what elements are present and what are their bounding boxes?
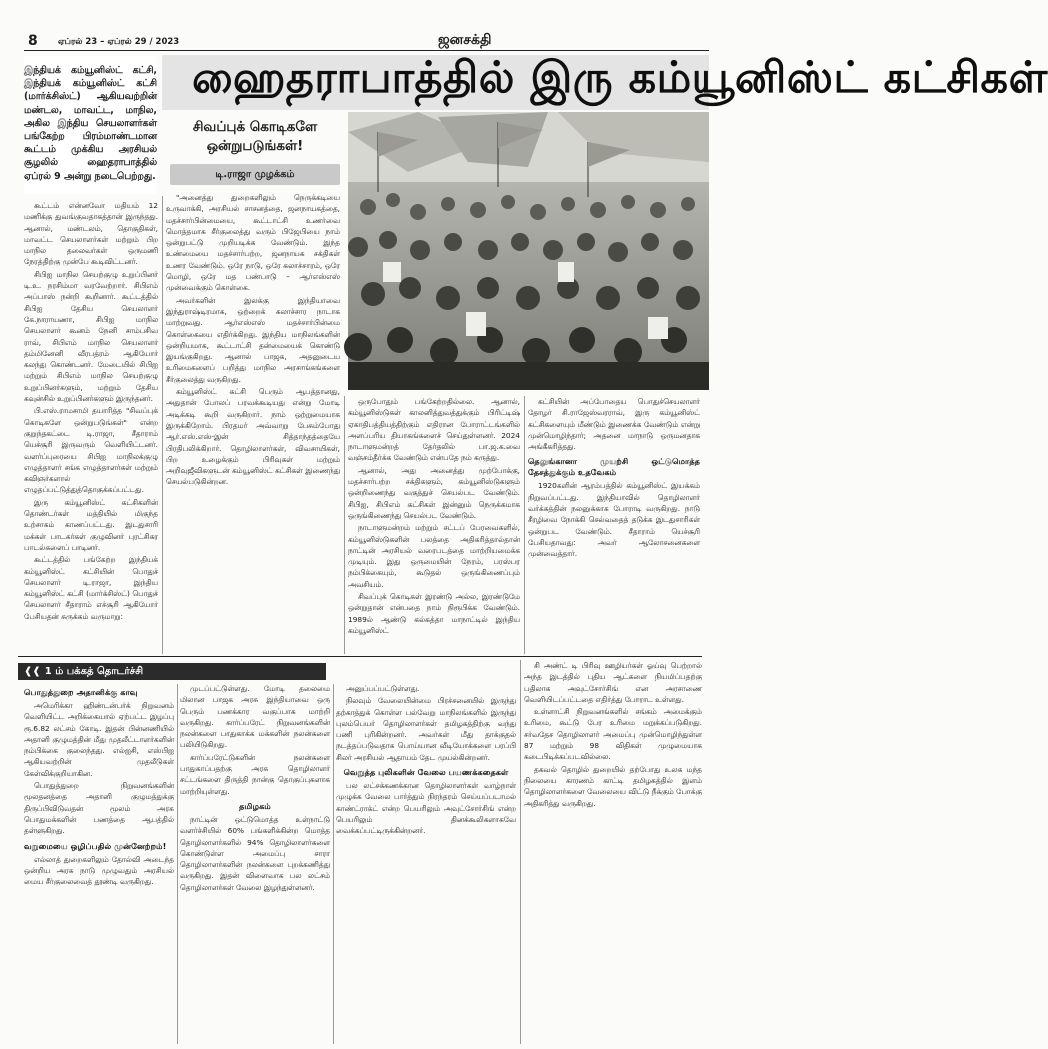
crowd-photo-illustration [348, 112, 709, 390]
lead-text: இந்தியக் கம்யூனிஸ்ட் கட்சி, இந்தியக் கம்யூனிஸ்ட் கட்சி (மார்க்சிஸ்ட்) ஆகியவற்றின் மண்டல, மாவட்ட, மாநில, அகில இந்திய செயலாளர்கள் பங்கேற்ற பிரம்மாண்டமான கூட்டம் முக்கிய அரசியல் சூழலில் ஹைதராபாத்தில் ஏப்ரல் 9 அன்று நடைபெற்றது. [24, 65, 157, 182]
paragraph: இரு கம்யூனிஸ்ட் கட்சிகளின் தொண்டர்கள் மத்தியில் மிகுந்த உற்சாகம் காணப்பட்டது. இடதுசாரி மக்கள் பாடகர்கள் குழுவினர் புரட்சிகர பாடல்களைப் பாடினர். [24, 497, 158, 552]
paragraph: உள்ளாட்சி நிறுவனங்களில் சங்கம் அமைக்கும் உரிமை, கூட்டு பேர உரிமை மறுக்கப்படுகிறது. சர்வதேச தொழிலாளர் அமைப்பு முன்மொழிந்துள்ள 87 மற்றும் 98 விதிகள் முழுமையாக கடைபிடிக்கப்படவில்லை. [524, 707, 702, 762]
bottom-column-4 [524, 660, 702, 1043]
page-number: 8 [28, 33, 38, 49]
bottom-column-1 [24, 683, 174, 1043]
paragraph: அவர்களின் இலக்கு இந்தியாவை இந்துராஷ்டிரமாக, ஒற்றைக் கலாச்சார நாடாக மாற்றுவது. ஆர்எஸ்எஸ் மதச்சார்பின்மை கொள்கையை எதிர்க்கிறது. இந்திய மாநிலங்களின் ஒன்றியமாக, கூட்டாட்சி தன்மையைக் கொண்டு இயங்குகிறது. ஆனால் பாஜக, அதனுடைய உரிமைகளைப் பறித்து மாநில அரசாங்கங்களை சீர்குலைத்து வருகிறது. [166, 295, 340, 384]
subheading: தெலுங்கானா முயற்சி ஒட்டுமொத்த தேசத்துக்கும் உதவேகம் [528, 456, 700, 478]
paragraph: நாட்டின் ஒட்டுமொத்த உள்நாட்டு வளர்ச்சியில் 60% பங்களிக்கின்ற மொத்த தொழிலாளர்களில் 94% தொழிலாளர்களை கொண்டுள்ள அமைப்பு சாரா தொழிலாளர்களின் நலன்களை புறக்கணித்து வருகிறது. இதன் விளைவாக பல லட்சம் தொழிலாளர்கள் வேலை இழந்துள்ளனர். [180, 814, 330, 892]
column-rule [520, 660, 521, 1044]
headline-band [162, 53, 1048, 110]
paragraph: ஆனால், அது அனைத்து முற்போக்கு, மதச்சார்பற்ற சக்திகளும், கம்யூனிஸ்டுகளும் ஒன்றிணைந்து வகுத்துச் செயல்பட வேண்டும். சிபிஐ, சிபிஎம் கட்சிகள் இன்னும் நெருக்கமாக ஒருங்கிணைந்து செயல்பட வேண்டும். [348, 465, 520, 520]
paper-name: ஜனசக்தி [438, 32, 492, 48]
paragraph: நாடாளுமன்றம் மற்றும் சட்டப் பேரவைகளில், கம்யூனிஸ்டுகளின் பலத்தை அதிகரித்தால்தான் நாட்டின் அரசியல் வரைபடத்தை மாற்றியமைக்க முடியும். இது ஒருமையின் நேரம், பரஸ்பர நம்பிக்கையும், கூடுதல் ஒருங்கிணைப்பும் அவசியம். [348, 523, 520, 589]
header-rule [24, 50, 709, 51]
double-chevron-icon: ❰❰ [24, 666, 41, 677]
paragraph: ஒருபோதும் பங்கேற்றதில்லை. ஆனால், கம்யூனிஸ்டுகள் காலனித்துவத்துக்கும் பிரிட்டிஷ் ஏகாதிபத்தியத்திற்கும் எதிரான போராட்டங்களில் அளப்பரிய தியாகங்களைச் செய்துள்ளனர். 2024 நாடாளுமன்றத் தேர்தலில் பா.ஜ.க.வை வஞ்சம்தீர்க்க வேண்டும் என்பதே நம் கருத்து. [348, 397, 520, 463]
subheading: தமிழகம் [239, 800, 271, 811]
subheading: வெறுத்த புலிகளின் வேலை பயணக்கதைகள் [343, 767, 509, 778]
paragraph: பல லட்சக்கணக்கான தொழிலாளர்கள் வாழ்நாள் முழுக்க வேலை பார்த்தும் நிரந்தரம் செய்யப்படாமல் காண்ட்ராக்ட் என்ற பெயரிலும் அவுட்சோர்சிங் என்ற பெயரிலும் தினக்கூலிகளாகவே வைக்கப்பட்டிருக்கின்றனர். [336, 781, 516, 836]
paragraph: கட்சியின் அப்போதைய பொதுச்செயலாளர் தோழர் சி.ராஜேஸ்வரராவ், இரு கம்யூனிஸ்ட் கட்சிகளையும் மீண்டும் இணைக்க வேண்டும் என்று முன்மொழிந்தார்; அதனை மாநாடு ஒருமனதாக அங்கீகரித்தது. [528, 397, 700, 452]
paragraph: பொதுத்துறை நிறுவனங்களின் மூலதனத்தை அதானி குழுமத்துக்கு திருப்பிவிடுவதன் மூலம் அரசு பொதுமக்களின் பணத்தை ஆபத்தில் தள்ளுகிறது. [24, 781, 174, 836]
paragraph: சிவப்புக் கொடிகள் இரண்டு அல்ல, இரண்டுமே ஒன்றுதான் என்பதை நாம் நிரூபிக்க வேண்டும். 1989ல் ஆண்டு கல்கத்தா மாநாட்டில் இந்திய கம்யூனிஸ்ட் [348, 592, 520, 635]
article-column-2 [166, 192, 340, 650]
paragraph: 1920களின் ஆரம்பத்தில் கம்யூனிஸ்ட் இயக்கம் நிறுவப்பட்டது. இந்தியாவில் தொழிலாளர் வர்க்கத்தின் நலனுக்காக போராடி வருகிறது. நாடு சீரழிவை நோக்கி செல்வதைத் தடுக்க இடதுசாரிகள் ஒன்றுபட வேண்டும். சீதாராம் யெச்சூரி பேசியதாவது: அவர் ஆலோசனைகளை முன்வைத்தார். [528, 481, 700, 559]
column-rule [162, 196, 163, 654]
bottom-column-2 [180, 683, 330, 1043]
byline: டி.ராஜா முழக்கம் [170, 164, 340, 185]
section-divider [18, 656, 702, 657]
page-header [0, 0, 709, 52]
column-rule [524, 396, 525, 654]
paragraph: முடப்பட்டுள்ளது. மோடி தலைமை மிலான பாஜக அரசு இந்தியாவை ஒரு பெரும் பணக்கார வகுப்பாக மாற்றி வருகிறது. கார்ப்பரேட் நிறுவனங்களின் நலன்களை பாதுகாக்க மக்களின் நலன்களை பலியிடுகிறது. [180, 684, 330, 750]
column-rule [177, 684, 178, 1044]
column-rule [344, 396, 345, 654]
paragraph: அமெரிக்கா ஹிண்டன்பர்க் நிறுவனம் வெளியிட்ட அறிக்கையால் ஏற்பட்ட இழப்பு ரூ.6.82 லட்சம் கோடி. இதன் பின்னணியில் அதானி குழுமத்தின் மீது முதலீட்டாளர்களின் நம்பிக்கை குலைந்தது. எல்ஐசி, எஸ்பிஐ ஆகியவற்றின் முதலீடுகள் கேள்விக்குறியாகின. [24, 701, 174, 778]
subheading: வறுமையை ஒழிப்பதில் முன்னேற்றம்! [24, 840, 167, 851]
paragraph: கம்யூனிஸ்ட் கட்சி பெரும் ஆபத்தானது, அதுதான் போலப் பரவக்கூடியது என்று மோடி அடிக்கடி கூறி வருகிறார். நாம் ஒற்றுமையாக இருக்கிறோம். பிரதமர் அவ்வாறு பேசும்போது ஆர்.எஸ்.எஸ்-இன் சித்தாந்தத்தையே பிரதிபலிக்கிறார். தொழிலாளர்கள், விவசாயிகள், பிற உழைக்கும் பிரிவுகள் மற்றும் அறிவுஜீவிகளுடன் கம்யூனிஸ்ட் கட்சிகள் இணைந்து செயல்படுகின்றன. [166, 387, 340, 487]
article-column-1 [24, 200, 158, 650]
column-rule [333, 684, 334, 1044]
paragraph: அனுப்பப்பட்டுள்ளது. [346, 684, 420, 693]
bottom-column-3 [336, 683, 516, 1043]
paragraph: சி அண்ட் டி பிரிவு ஊழியர்கள் ஓய்வு பெற்றால் அந்த இடத்தில் புதிய ஆட்களை நியமிப்பதற்கு பதிலாக அவுட்சோர்சிங் என அரசாணை வெளியிடப்பட்டதை எதிர்த்து போராட உள்ளது. [524, 661, 702, 704]
article-column-4 [528, 396, 700, 650]
headline: ஹைதராபாத்தில் இரு கம்யூனிஸ்ட் கட்சிகள் [192, 53, 1048, 103]
paragraph: கூட்டம் என்னவோ மதியம் 12 மணிக்கு துவங்குவதாகத்தான் இருந்தது. ஆனால், மண்டலம், தொகுதிகள், மாவட்ட செயலாளர்கள் மற்றும் பிற மாநில தலைவர்கள் ஒருமணி நேரத்திற்கு முன்பே கூடிவிட்டனர். [24, 201, 158, 267]
paragraph: "அனைத்து துறைகளிலும் நெருக்கடியை உருவாக்கி, அரசியல் சாசனத்தை, ஜனநாயகத்தை, மதச்சார்பின்மையை, கூட்டாட்சி உணர்வை மொத்தமாக சீர்குலைத்து வரும் பிஜேபியை நாம் ஒன்றுபட்டு முறியடிக்க வேண்டும். இந்த உண்மையை மதச்சார்பற்ற, ஜனநாயக சக்திகள் உணர வேண்டும். ஒரே நாடு, ஒரே கலாச்சாரம், ஒரே மொழி, ஒரே மத பண்பாடு – ஆர்எஸ்எஸ் முன்வைக்கும் கொள்கை. [166, 193, 340, 293]
rally-photo [348, 112, 709, 390]
continuation-banner [18, 663, 326, 680]
paragraph: நிலவும் வேலையின்மை பிரச்சனையில் இருந்து தற்காத்துக் கொள்ள பல்வேறு மாநிலங்களில் இருந்து புலம்பெயர் தொழிலாளர்கள் தமிழகத்திற்கு வந்து பணி புரிகின்றனர். அவர்கள் மீது தாக்குதல் நடத்தப்படுவதாக பொய்யான வீடியோக்களை பரப்பி சிலர் அரசியல் ஆதாயம் தேட முயல்கின்றனர். [336, 696, 516, 762]
paragraph: கார்ப்பரேட்டுகளின் நலன்களை பாதுகாப்பதற்கு அரசு தொழிலாளர் சட்டங்களை திருத்தி நான்கு தொகுப்புகளாக மாற்றியுள்ளது. [180, 752, 330, 796]
subheading: பொதுத்துறை அதானிக்கு காவு [24, 687, 138, 697]
paragraph: பி.எஸ்.ராமசாமி தயாரித்த "சிவப்புக் கொடிகளே ஒன்றுபடுங்கள்" என்ற குறுந்தகட்டை டி.ராஜா, சீதாராம் யெச்சூரி இருவரும் வெளியிட்டனர். வளர்ப்புரையை சிபிஐ மாநிலக்குழு எழுத்தாளர் சங்க எழுத்தாளர்கள் மற்றும் கவிஞர்களால் எழுதப்பட்டுத்துத்தொகுக்கப்பட்டது. [24, 406, 158, 495]
article-column-3 [348, 396, 520, 650]
banner-label: 1 ம் பக்கத் தொடர்ச்சி [44, 666, 144, 677]
lead-box [24, 56, 157, 194]
paragraph: எல்லாத் துறைகளிலும் தோல்வி அடைந்த ஒன்றிய அரசு நாடு முழுவதும் அரசியல் மைய சீர்குலைவைத் தூண்டி வருகிறது. [24, 854, 174, 887]
issue-dates: ஏப்ரல் 23 – ஏப்ரல் 29 / 2023 [58, 37, 180, 47]
paragraph: கூட்டத்தில் பங்கேற்ற இந்தியக் கம்யூனிஸ்ட் கட்சியின் பொதுச் செயலாளர் டி.ராஜா, இந்திய கம்யூனிஸ்ட் கட்சி (மார்க்சிஸ்ட்) பொதுச் செயலாளர் சீதாராம் எச்சூரி ஆகியோர் பேசியதன் சுருக்கம் வருமாறு: [24, 555, 158, 621]
paragraph: சிபிஐ மாநில செயற்குழு உறுப்பினர் டி.உ. நரசிம்மா வரவேற்றார். சிபிஎம் அப்பாஸ் நன்றி கூறினார். கூட்டத்தில் சிபிஐ தேசிய செயலாளர் கே.நாராயணா, சிபிஐ மாநில செயலாளர் கூனம் நேனி சாம்பசிவ ராவ், சிபிஎம் மாநில செயலாளர் தம்மினேனி வீரபத்ரம் ஆகியோர் கலந்து கொண்டனர். மேடையில் சிபிஐ மற்றும் சிபிஎம் மாநில செயற்குழு உறுப்பினர்களும், மற்றும் தேசிய கவுன்சில் உறுப்பினர்களும் இருந்தனர். [24, 269, 158, 404]
paragraph: தகவல் தொழில் துறையில் தற்போது உலக மந்த நிலையை காரணம் காட்டி தமிழகத்தில் இளம் தொழிலாளர்களை வேலையை விட்டு நீக்கும் போக்கு அதிகரித்து வருகிறது. [524, 764, 702, 808]
kicker: சிவப்புக் கொடிகளே ஒன்றுபடுங்கள்! [192, 119, 318, 154]
